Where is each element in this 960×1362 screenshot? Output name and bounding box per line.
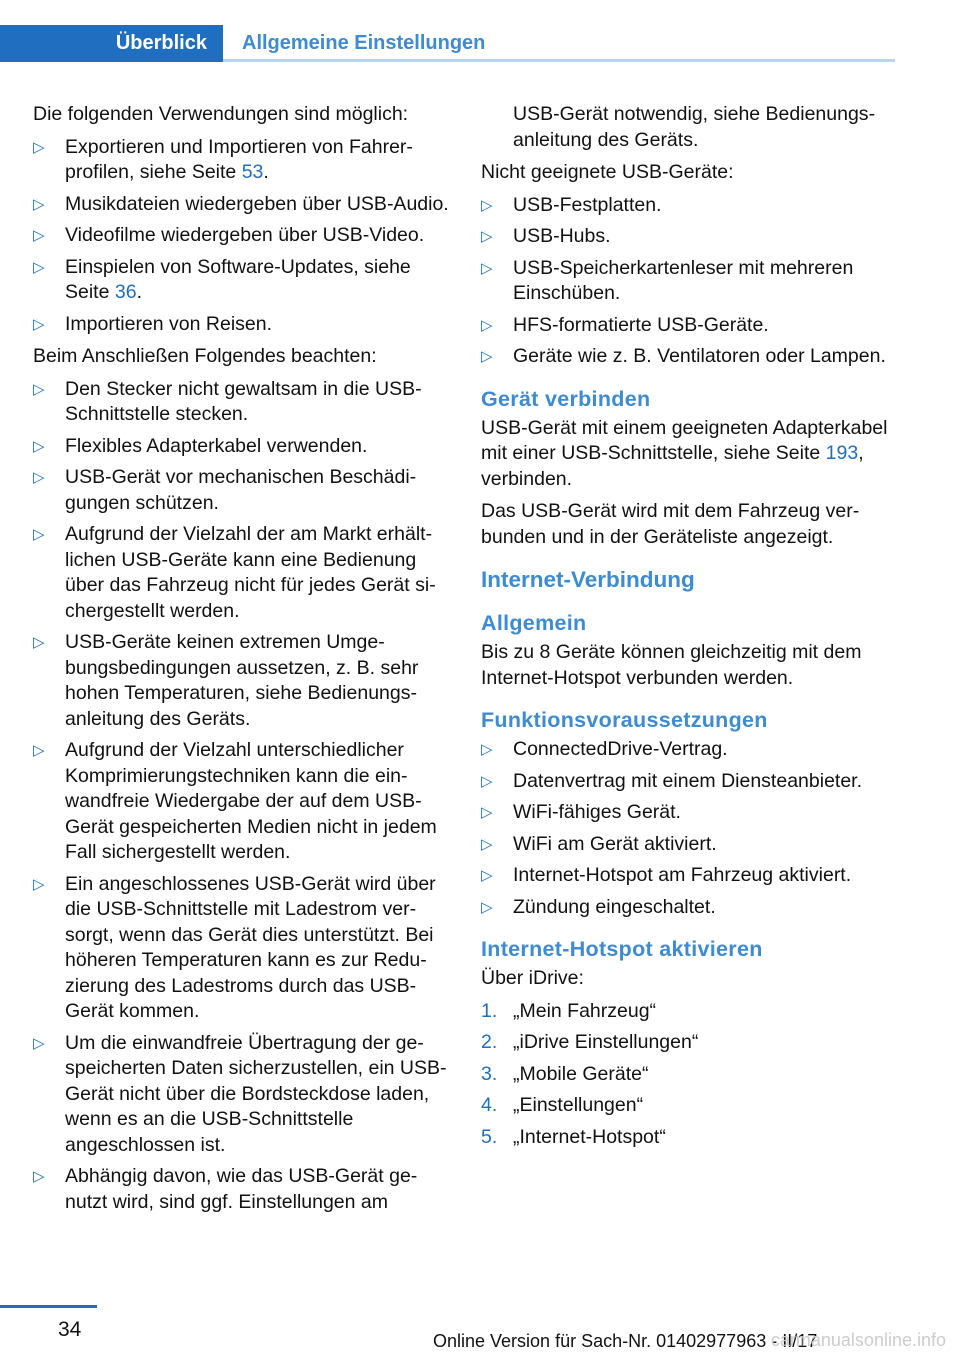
list-item: ▷ WiFi-fähiges Gerät. bbox=[481, 800, 896, 826]
list-item: 2. „iDrive Einstellungen“ bbox=[481, 1030, 896, 1056]
bullet-icon: ▷ bbox=[33, 634, 45, 651]
footer-divider bbox=[0, 1305, 97, 1308]
list-item: ▷ USB-Hubs. bbox=[481, 224, 896, 250]
bullet-icon: ▷ bbox=[481, 867, 493, 884]
heading-requirements: Funktionsvoraussetzungen bbox=[481, 708, 768, 732]
list-item: ▷ ConnectedDrive-Vertrag. bbox=[481, 737, 896, 763]
general-text: Bis zu 8 Geräte können gleichzeitig mit dem Internet-Hotspot verbunden werden. bbox=[481, 641, 862, 689]
list-item: ▷ Abhängig davon, wie das USB-Gerät genutzt wird, sind ggf. Einstellungen am bbox=[33, 1165, 418, 1213]
page-link[interactable]: 36 bbox=[114, 281, 137, 303]
list-item: ▷ Zündung eingeschaltet. bbox=[481, 895, 896, 921]
list-item: 5. „Internet-Hotspot“ bbox=[481, 1125, 896, 1151]
bullet-icon: ▷ bbox=[33, 195, 45, 213]
bullet-icon: ▷ bbox=[481, 228, 493, 245]
steps-list bbox=[481, 999, 896, 1151]
left-column bbox=[33, 102, 451, 1222]
bullet-icon: ▷ bbox=[33, 875, 45, 893]
page-number: 34 bbox=[58, 1318, 82, 1341]
step-number: 2. bbox=[481, 1031, 498, 1053]
connect-text: USB-Gerät mit einem geeigneten Adapterkabel mit einer USB-Schnittstelle, siehe Seite 193, verbinden. bbox=[481, 416, 888, 490]
list-item: 4. „Einstellungen“ bbox=[481, 1093, 896, 1119]
bullet-icon: ▷ bbox=[33, 526, 45, 543]
bullet-icon: ▷ bbox=[481, 804, 493, 821]
page-link[interactable]: 193 bbox=[825, 442, 859, 464]
list-item: 3. „Mobile Geräte“ bbox=[481, 1062, 896, 1088]
bullet-icon: ▷ bbox=[33, 742, 45, 759]
list-item: ▷ Flexibles Adapterkabel verwenden. bbox=[33, 434, 451, 460]
footer-note: Online Version für Sach-Nr. 01402977963 - II/17 bbox=[433, 1331, 818, 1351]
intro-uses: Die folgenden Verwendungen sind möglich: bbox=[33, 103, 409, 125]
bullet-icon: ▷ bbox=[481, 316, 493, 334]
list-item: ▷ USB-Geräte keinen extremen Umgebungsbedingungen aussetzen, z. B. sehr hohen Temperaturen, siehe Bedienungsanleitung des Geräts. bbox=[33, 631, 419, 730]
bullet-icon: ▷ bbox=[481, 772, 493, 790]
heading-connect-device: Gerät verbinden bbox=[481, 386, 651, 411]
step-number: 1. bbox=[481, 999, 498, 1022]
page-header bbox=[0, 25, 895, 62]
bullet-icon: ▷ bbox=[33, 1034, 45, 1052]
heading-general: Allgemein bbox=[481, 611, 587, 635]
tab-overview[interactable]: Überblick bbox=[0, 25, 223, 62]
connect-text-2: Das USB-Gerät wird mit dem Fahrzeug verbunden und in der Geräteliste angezeigt. bbox=[481, 500, 860, 548]
bullet-icon: ▷ bbox=[33, 258, 45, 276]
bullet-icon: ▷ bbox=[33, 315, 45, 333]
list-item: ▷ Ein angeschlossenes USB-Gerät wird über die USB-Schnittstelle mit Ladestrom versorgt, wenn das Gerät dies unterstützt. Bei höheren Temperaturen kann es zur Reduzierung des Ladestroms durch das USB-Gerät kommen. bbox=[33, 872, 436, 1022]
list-item: ▷ Importieren von Reisen. bbox=[33, 312, 451, 338]
list-item: ▷ WiFi am Gerät aktiviert. bbox=[481, 832, 896, 858]
hotspot-intro: Über iDrive: bbox=[481, 967, 584, 989]
bullet-icon: ▷ bbox=[481, 196, 493, 214]
list-item: 1. „Mein Fahrzeug“ bbox=[481, 999, 896, 1025]
bullet-icon: ▷ bbox=[33, 227, 45, 244]
step-number: 5. bbox=[481, 1125, 498, 1148]
unsuitable-list bbox=[481, 193, 896, 370]
list-item: ▷ Den Stecker nicht gewaltsam in die USB-Schnittstelle stecken. bbox=[33, 377, 422, 425]
step-number: 4. bbox=[481, 1094, 498, 1116]
bullet-icon: ▷ bbox=[481, 741, 493, 758]
list-item: ▷ Datenvertrag mit einem Diensteanbieter. bbox=[481, 769, 896, 795]
tab-general-settings[interactable]: Allgemeine Einstellungen bbox=[242, 32, 486, 54]
bullet-icon: ▷ bbox=[33, 437, 45, 455]
bullet-icon: ▷ bbox=[33, 1168, 45, 1185]
watermark: carmanualsonline.info bbox=[770, 1330, 946, 1350]
page-link[interactable]: 53 bbox=[241, 161, 264, 183]
list-item: ▷ Einspielen von Software-Updates, siehe Seite 36. bbox=[33, 255, 411, 303]
list-item: ▷ USB-Speicherkartenleser mit mehreren Einschüben. bbox=[481, 256, 854, 304]
bullet-icon: ▷ bbox=[33, 138, 45, 156]
list-item: ▷ Um die einwandfreie Übertragung der gespeicherten Daten sicherzustellen, ein USB-Gerät nicht über die Bordsteckdose laden, wenn es an die USB-Schnittstelle angeschlossen ist. bbox=[33, 1031, 447, 1156]
intro-connect-notes: Beim Anschließen Folgendes beachten: bbox=[33, 345, 377, 367]
heading-internet-connection: Internet-Verbindung bbox=[481, 567, 695, 592]
list-item: ▷ USB-Gerät vor mechanischen Beschädigungen schützen. bbox=[33, 466, 417, 514]
bullet-icon: ▷ bbox=[33, 380, 45, 398]
list-item: ▷ Geräte wie z. B. Ventilatoren oder Lampen. bbox=[481, 344, 896, 370]
continuation-text: USB-Gerät notwendig, siehe Bedienungsanleitung des Geräts. bbox=[513, 103, 876, 151]
heading-activate-hotspot: Internet-Hotspot aktivieren bbox=[481, 937, 763, 961]
step-number: 3. bbox=[481, 1062, 498, 1085]
intro-unsuitable: Nicht geeignete USB-Geräte: bbox=[481, 161, 734, 183]
bullet-icon: ▷ bbox=[481, 898, 493, 916]
list-item: ▷ Exportieren und Importieren von Fahrerprofilen, siehe Seite 53. bbox=[33, 135, 413, 183]
notes-list bbox=[33, 377, 451, 1216]
list-item: ▷ USB-Festplatten. bbox=[481, 193, 896, 219]
requirements-list bbox=[481, 737, 896, 920]
list-item: ▷ Musikdateien wiedergeben über USB-Audio. bbox=[33, 192, 451, 218]
list-item: ▷ HFS-formatierte USB-Geräte. bbox=[481, 313, 896, 339]
right-column bbox=[481, 102, 896, 1157]
bullet-icon: ▷ bbox=[481, 835, 493, 853]
bullet-icon: ▷ bbox=[481, 259, 493, 277]
uses-list bbox=[33, 135, 451, 338]
list-item: ▷ Videofilme wiedergeben über USB-Video. bbox=[33, 223, 451, 249]
bullet-icon: ▷ bbox=[481, 348, 493, 365]
list-item: ▷ Aufgrund der Vielzahl der am Markt erhältlichen USB-Geräte kann eine Bedienung über das Fahrzeug nicht für jedes Gerät sichergestellt werden. bbox=[33, 523, 436, 622]
list-item: ▷ Aufgrund der Vielzahl unterschiedlicher Komprimierungstechniken kann die einwandfreie Wiedergabe der auf dem USB-Gerät gespeicherten Medien nicht in jedem Fall sichergestellt werden. bbox=[33, 739, 437, 863]
list-item: ▷ Internet-Hotspot am Fahrzeug aktiviert. bbox=[481, 863, 896, 889]
bullet-icon: ▷ bbox=[33, 469, 45, 486]
